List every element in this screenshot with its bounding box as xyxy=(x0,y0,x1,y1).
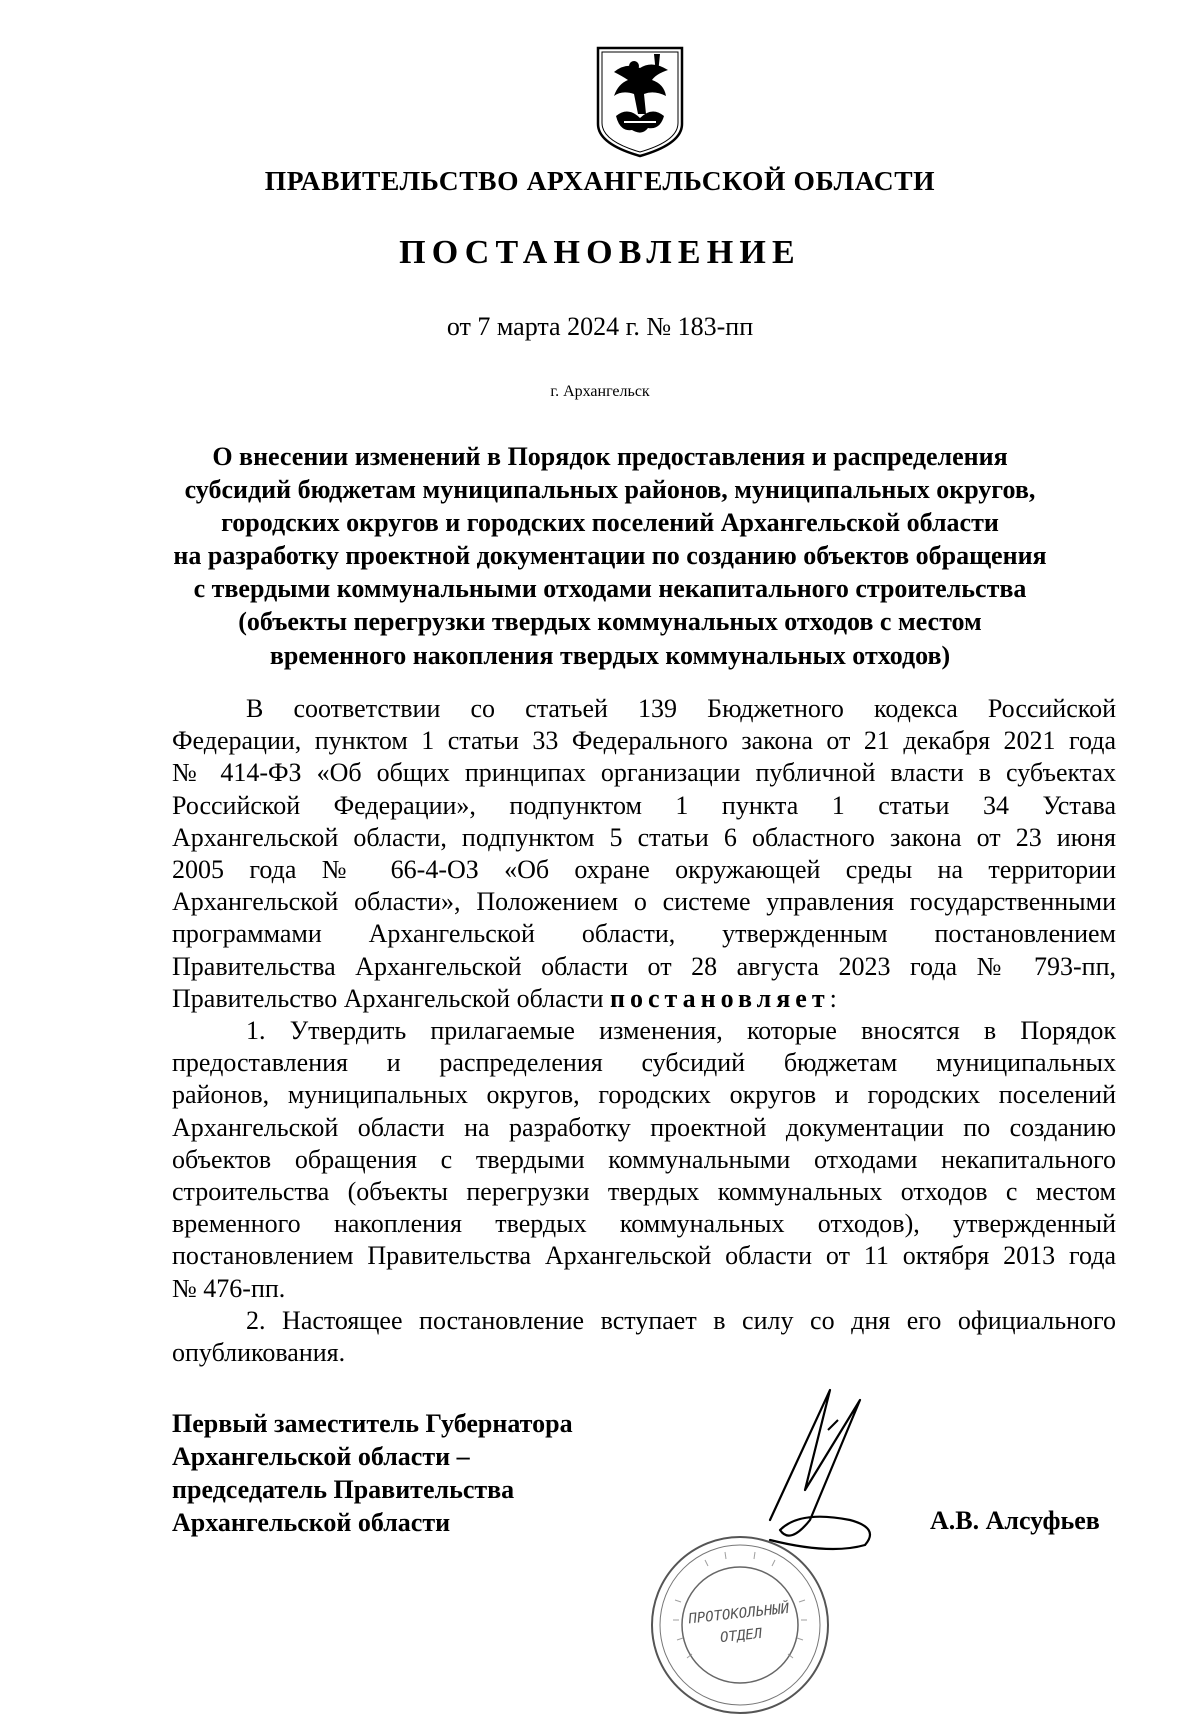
document-type: ПОСТАНОВЛЕНИЕ xyxy=(399,234,801,271)
title-line: на разработку проектной документации по созданию объектов обращения xyxy=(173,541,1047,571)
document-title xyxy=(150,440,1070,672)
body-line: постановлением Правительства Архангельской области от 11 октября 2013 года xyxy=(172,1241,1116,1271)
decree-line-prefix: Правительство Архангельской области xyxy=(172,983,611,1013)
stamp-text-line: ПРОТОКОЛЬНЫЙ xyxy=(687,1600,790,1628)
signer-position-line: Архангельской области xyxy=(172,1508,451,1537)
body-line: районов, муниципальных округов, городских округов и городских поселений xyxy=(172,1080,1116,1110)
decree-line-suffix: : xyxy=(829,983,837,1013)
title-line: временного накопления твердых коммунальных отходов) xyxy=(269,640,951,670)
title-line: с твердыми коммунальными отходами некапитального строительства xyxy=(193,574,1027,604)
round-seal-stamp-icon xyxy=(645,1530,835,1720)
organization-name: ПРАВИТЕЛЬСТВО АРХАНГЕЛЬСКОЙ ОБЛАСТИ xyxy=(264,165,936,196)
signer-position-line: Первый заместитель Губернатора xyxy=(172,1409,573,1438)
decree-line xyxy=(172,983,1116,1015)
document-city: г. Архангельск xyxy=(550,383,650,400)
body-line: программами Архангельской области, утвержденным постановлением xyxy=(172,919,1116,949)
body-line: 1. Утвердить прилагаемые изменения, которые вносятся в Порядок xyxy=(246,1016,1116,1046)
document-date-number: от 7 марта 2024 г. № 183-пп xyxy=(446,312,754,341)
signer-name: А.В. Алсуфьев xyxy=(930,1506,1100,1535)
body-line: № 476-пп. xyxy=(172,1273,286,1303)
title-line: субсидий бюджетам муниципальных районов, муниципальных округов, xyxy=(184,475,1036,505)
body-line: 2. Настоящее постановление вступает в силу со дня его официального xyxy=(246,1305,1116,1335)
body-line: Архангельской области, подпунктом 5 статьи 6 областного закона от 23 июня xyxy=(172,822,1116,852)
body-line: объектов обращения с твердыми коммунальными отходами некапитального xyxy=(172,1144,1116,1174)
body-line: № 414-ФЗ «Об общих принципах организации публичной власти в субъектах xyxy=(172,758,1116,788)
body-line: Федерации, пунктом 1 статьи 33 Федерального закона от 21 декабря 2021 года xyxy=(172,726,1116,756)
body-line: Архангельской области на разработку проектной документации по созданию xyxy=(172,1112,1116,1142)
coat-of-arms-icon xyxy=(594,44,686,160)
document-body xyxy=(172,693,1116,1369)
title-line: О внесении изменений в Порядок предоставления и распределения xyxy=(212,442,1008,471)
body-line: опубликования. xyxy=(172,1338,346,1368)
decree-word: постановляет xyxy=(610,983,830,1013)
body-line: Архангельской области», Положением о системе управления государственными xyxy=(172,887,1116,917)
body-line: строительства (объекты перегрузки твердых коммунальных отходов с местом xyxy=(172,1177,1116,1207)
body-line: Правительства Архангельской области от 28 августа 2023 года № 793-пп, xyxy=(172,951,1116,981)
body-line: временного накопления твердых коммунальных отходов), утвержденный xyxy=(172,1209,1116,1239)
signer-position-line: Архангельской области – xyxy=(172,1442,470,1471)
title-line: (объекты перегрузки твердых коммунальных отходов с местом xyxy=(238,607,982,637)
body-line: В соответствии со статьей 139 Бюджетного кодекса Российской xyxy=(246,694,1116,723)
title-line: городских округов и городских поселений Архангельской области xyxy=(221,508,999,538)
signer-position xyxy=(172,1407,573,1539)
stamp-text-line: ОТДЕЛ xyxy=(719,1625,763,1647)
signer-position-line: председатель Правительства xyxy=(172,1475,515,1504)
body-line: предоставления и распределения субсидий бюджетам муниципальных xyxy=(172,1048,1116,1078)
body-line: 2005 года № 66-4-ОЗ «Об охране окружающей среды на территории xyxy=(172,855,1116,885)
body-line: Российской Федерации», подпунктом 1 пункта 1 статьи 34 Устава xyxy=(172,790,1116,820)
